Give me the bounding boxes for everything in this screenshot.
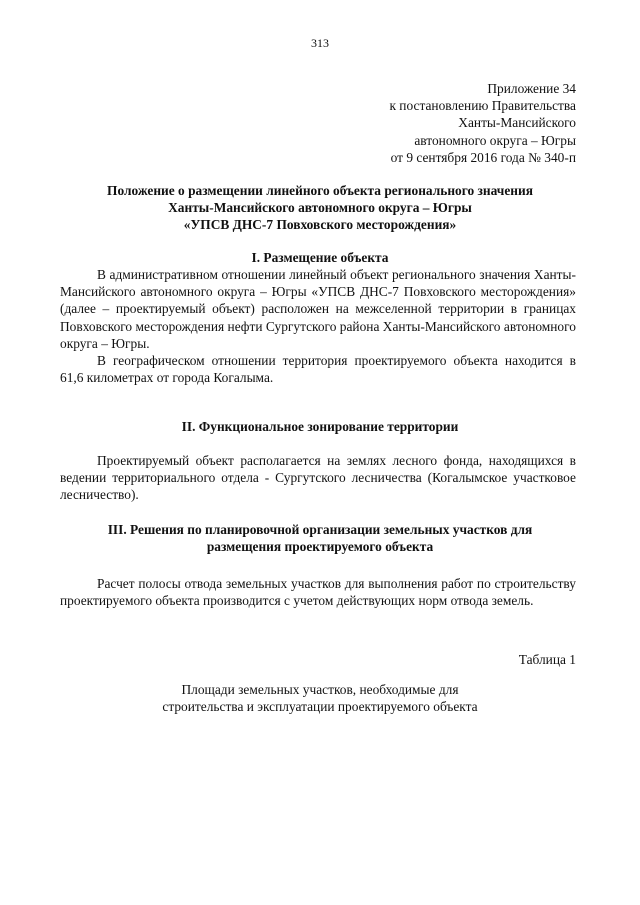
title-line: «УПСВ ДНС-7 Повховского месторождения» xyxy=(183,217,457,233)
paragraph: Расчет полосы отвода земельных участков для выполнения работ по строительству проектируемого объекта производится с учетом действующих норм отвода земель. xyxy=(60,576,576,609)
paragraph: В административном отношении линейный объект регионального значения Ханты-Мансийского автономного округа – Югры «УПСВ ДНС-7 Повховского месторождения» (далее – проектируемый объект) расположен на межселенной территории в границах Повховского месторождения нефти Сургутского района Ханты-Мансийского автономного округа – Югры. xyxy=(60,267,576,351)
appendix-line: к постановлению Правительства xyxy=(389,98,576,114)
paragraph: Проектируемый объект располагается на землях лесного фонда, находящихся в ведении территориального отдела - Сургутского лесничества (Когалымское участковое лесничество). xyxy=(60,453,576,503)
title-line: Ханты-Мансийского автономного округа – Югры xyxy=(168,200,472,216)
section-1-heading: I. Размещение объекта xyxy=(251,250,389,265)
heading-line: размещения проектируемого объекта xyxy=(206,539,434,555)
heading-line: III. Решения по планировочной организации земельных участков для xyxy=(107,522,533,537)
section-3-heading xyxy=(60,521,580,555)
table-label: Таблица 1 xyxy=(518,652,576,667)
caption-line: строительства и эксплуатации проектируемого объекта xyxy=(162,699,478,715)
appendix-line: от 9 сентября 2016 года № 340-п xyxy=(390,149,576,165)
section-1-body xyxy=(60,266,576,386)
section-2-heading: II. Функциональное зонирование территории xyxy=(181,419,459,434)
appendix-block xyxy=(389,80,576,166)
appendix-line: автономного округа – Югры xyxy=(414,132,576,148)
paragraph: В географическом отношении территория проектируемого объекта находится в 61,6 километрах от города Когалыма. xyxy=(60,353,576,386)
section-3-body xyxy=(60,575,576,609)
caption-line: Площади земельных участков, необходимые для xyxy=(181,682,459,697)
page-number: 313 xyxy=(311,36,329,50)
document-title xyxy=(60,182,580,234)
section-2-body xyxy=(60,452,576,504)
table-caption xyxy=(60,681,580,715)
title-line: Положение о размещении линейного объекта регионального значения xyxy=(107,183,533,198)
appendix-line: Приложение 34 xyxy=(487,81,576,96)
appendix-line: Ханты-Мансийского xyxy=(458,115,576,131)
